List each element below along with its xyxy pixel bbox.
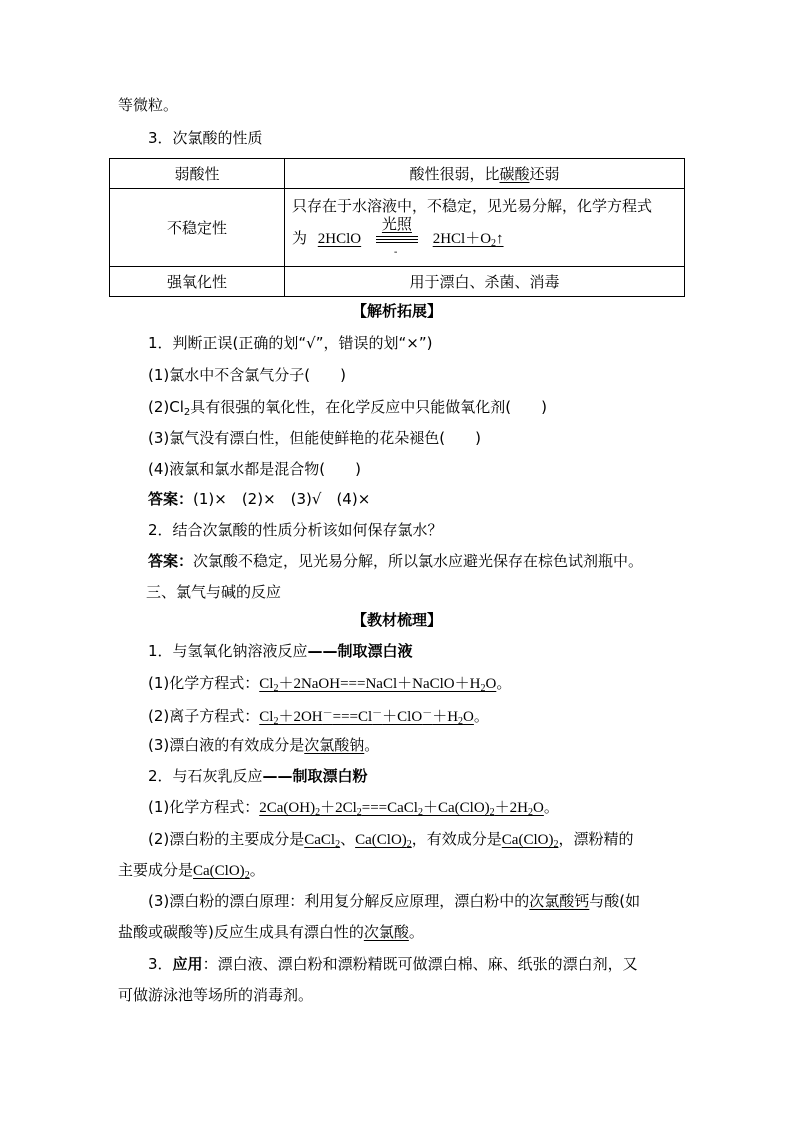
answer-1 (148, 489, 370, 509)
r1-chemical-equation: (1)化学方程式：$Cl_2+2NaOH===NaCl+NaClO+H_2O$。 (148, 674, 512, 694)
carbonic-acid-underlined: 碳酸 (499, 164, 530, 183)
q2-title: 2．结合次氯酸的性质分析该如何保存氯水？ (148, 521, 443, 539)
table-row (110, 267, 685, 297)
arrow-tick: - (393, 246, 398, 258)
top-fragment: 等微粒。 (118, 96, 179, 114)
row-unstable-line1: 只存在于水溶液中，不稳定，见光易分解，化学方程式 (292, 196, 653, 215)
section-three-title: 三、氯气与碱的反应 (146, 583, 282, 601)
row-oxidizing-head: 强氧化性 (110, 267, 285, 297)
row-weak-acid-suffix: 还弱 (529, 164, 560, 183)
r2-main-components: (2)漂白粉的主要成分是CaCl$_2$、$Ca(ClO)_2$，有效成分是$Ca(ClO)_2$，漂粉精的 (148, 830, 634, 850)
r2-title: 2．与石灰乳反应——制取漂白粉 (148, 767, 368, 785)
row-unstable-body (285, 189, 685, 267)
q1-item-3: (3)氯气没有漂白性，但能使鲜艳的花朵褪色( ) (148, 429, 481, 447)
row-weak-acid-text: 酸性很弱，比 (409, 164, 500, 183)
answer-1-text: (1)× (2)× (3)√ (4)× (193, 490, 371, 508)
r2-chemical-equation: (1)化学方程式：$2Ca(OH)_2+2Cl_2===CaCl_2+Ca(ClO)_2+2H_2O$。 (148, 798, 559, 818)
answer-label: 答案： (148, 490, 194, 508)
hclo-properties-table (109, 158, 685, 297)
row-weak-acid-head: 弱酸性 (110, 159, 285, 189)
reaction-condition: 光照 (381, 214, 412, 233)
answer-2-text: 次氯酸不稳定，见光易分解，所以氯水应避光保存在棕色试剂瓶中。 (193, 552, 644, 570)
q1-item-1: (1)氯水中不含氯气分子( ) (148, 366, 346, 384)
row-unstable-head: 不稳定性 (110, 189, 285, 267)
answer-2 (148, 551, 643, 571)
r1-title: 1．与氢氧化钠溶液反应——制取漂白液 (148, 642, 413, 660)
q1-item-4: (4)液氯和氯水都是混合物( ) (148, 460, 361, 478)
r3-application-line2: 可做游泳池等场所的消毒剂。 (118, 986, 314, 1004)
equation-prefix: 为 (292, 228, 308, 247)
reaction-arrow (372, 214, 422, 258)
answer-label: 答案： (148, 552, 194, 570)
q1-item-2: $(2)Cl_2$具有很强的氧化性，在化学反应中只能做氧化剂( ) (148, 398, 547, 418)
table-row (110, 159, 685, 189)
r2-main-components-line2: 主要成分是$Ca(ClO)_2$。 (118, 861, 265, 881)
r1-effective-component: (3)漂白液的有效成分是次氯酸钠。 (148, 736, 380, 754)
analysis-header: 【解析拓展】 (351, 302, 442, 320)
decomposition-equation (292, 214, 676, 258)
r3-application: 3．应用：漂白液、漂白粉和漂粉精既可做漂白棉、麻、纸张的漂白剂，又 (148, 955, 638, 973)
r2-principle-line2: 盐酸或碳酸等)反应生成具有漂白性的次氯酸。 (118, 923, 424, 941)
textbook-header: 【教材梳理】 (351, 611, 442, 629)
equation-product: $2HCl+O_2↑$ (432, 230, 504, 249)
table-row (110, 189, 685, 267)
q1-title: 1．判断正误(正确的划“√”，错误的划“×”) (148, 334, 433, 352)
row-oxidizing-body: 用于漂白、杀菌、消毒 (285, 267, 685, 297)
section-3-title: 3．次氯酸的性质 (148, 129, 263, 147)
r2-principle: (3)漂白粉的漂白原理：利用复分解反应原理，漂白粉中的次氯酸钙与酸(如 (148, 892, 641, 910)
equation-reactant: 2HClO (317, 230, 362, 247)
row-weak-acid-body (285, 159, 685, 189)
r1-ionic-equation: (2)离子方程式：$Cl_2+2OH^-===Cl^-+ClO^-+H_2O$。 (148, 707, 489, 727)
